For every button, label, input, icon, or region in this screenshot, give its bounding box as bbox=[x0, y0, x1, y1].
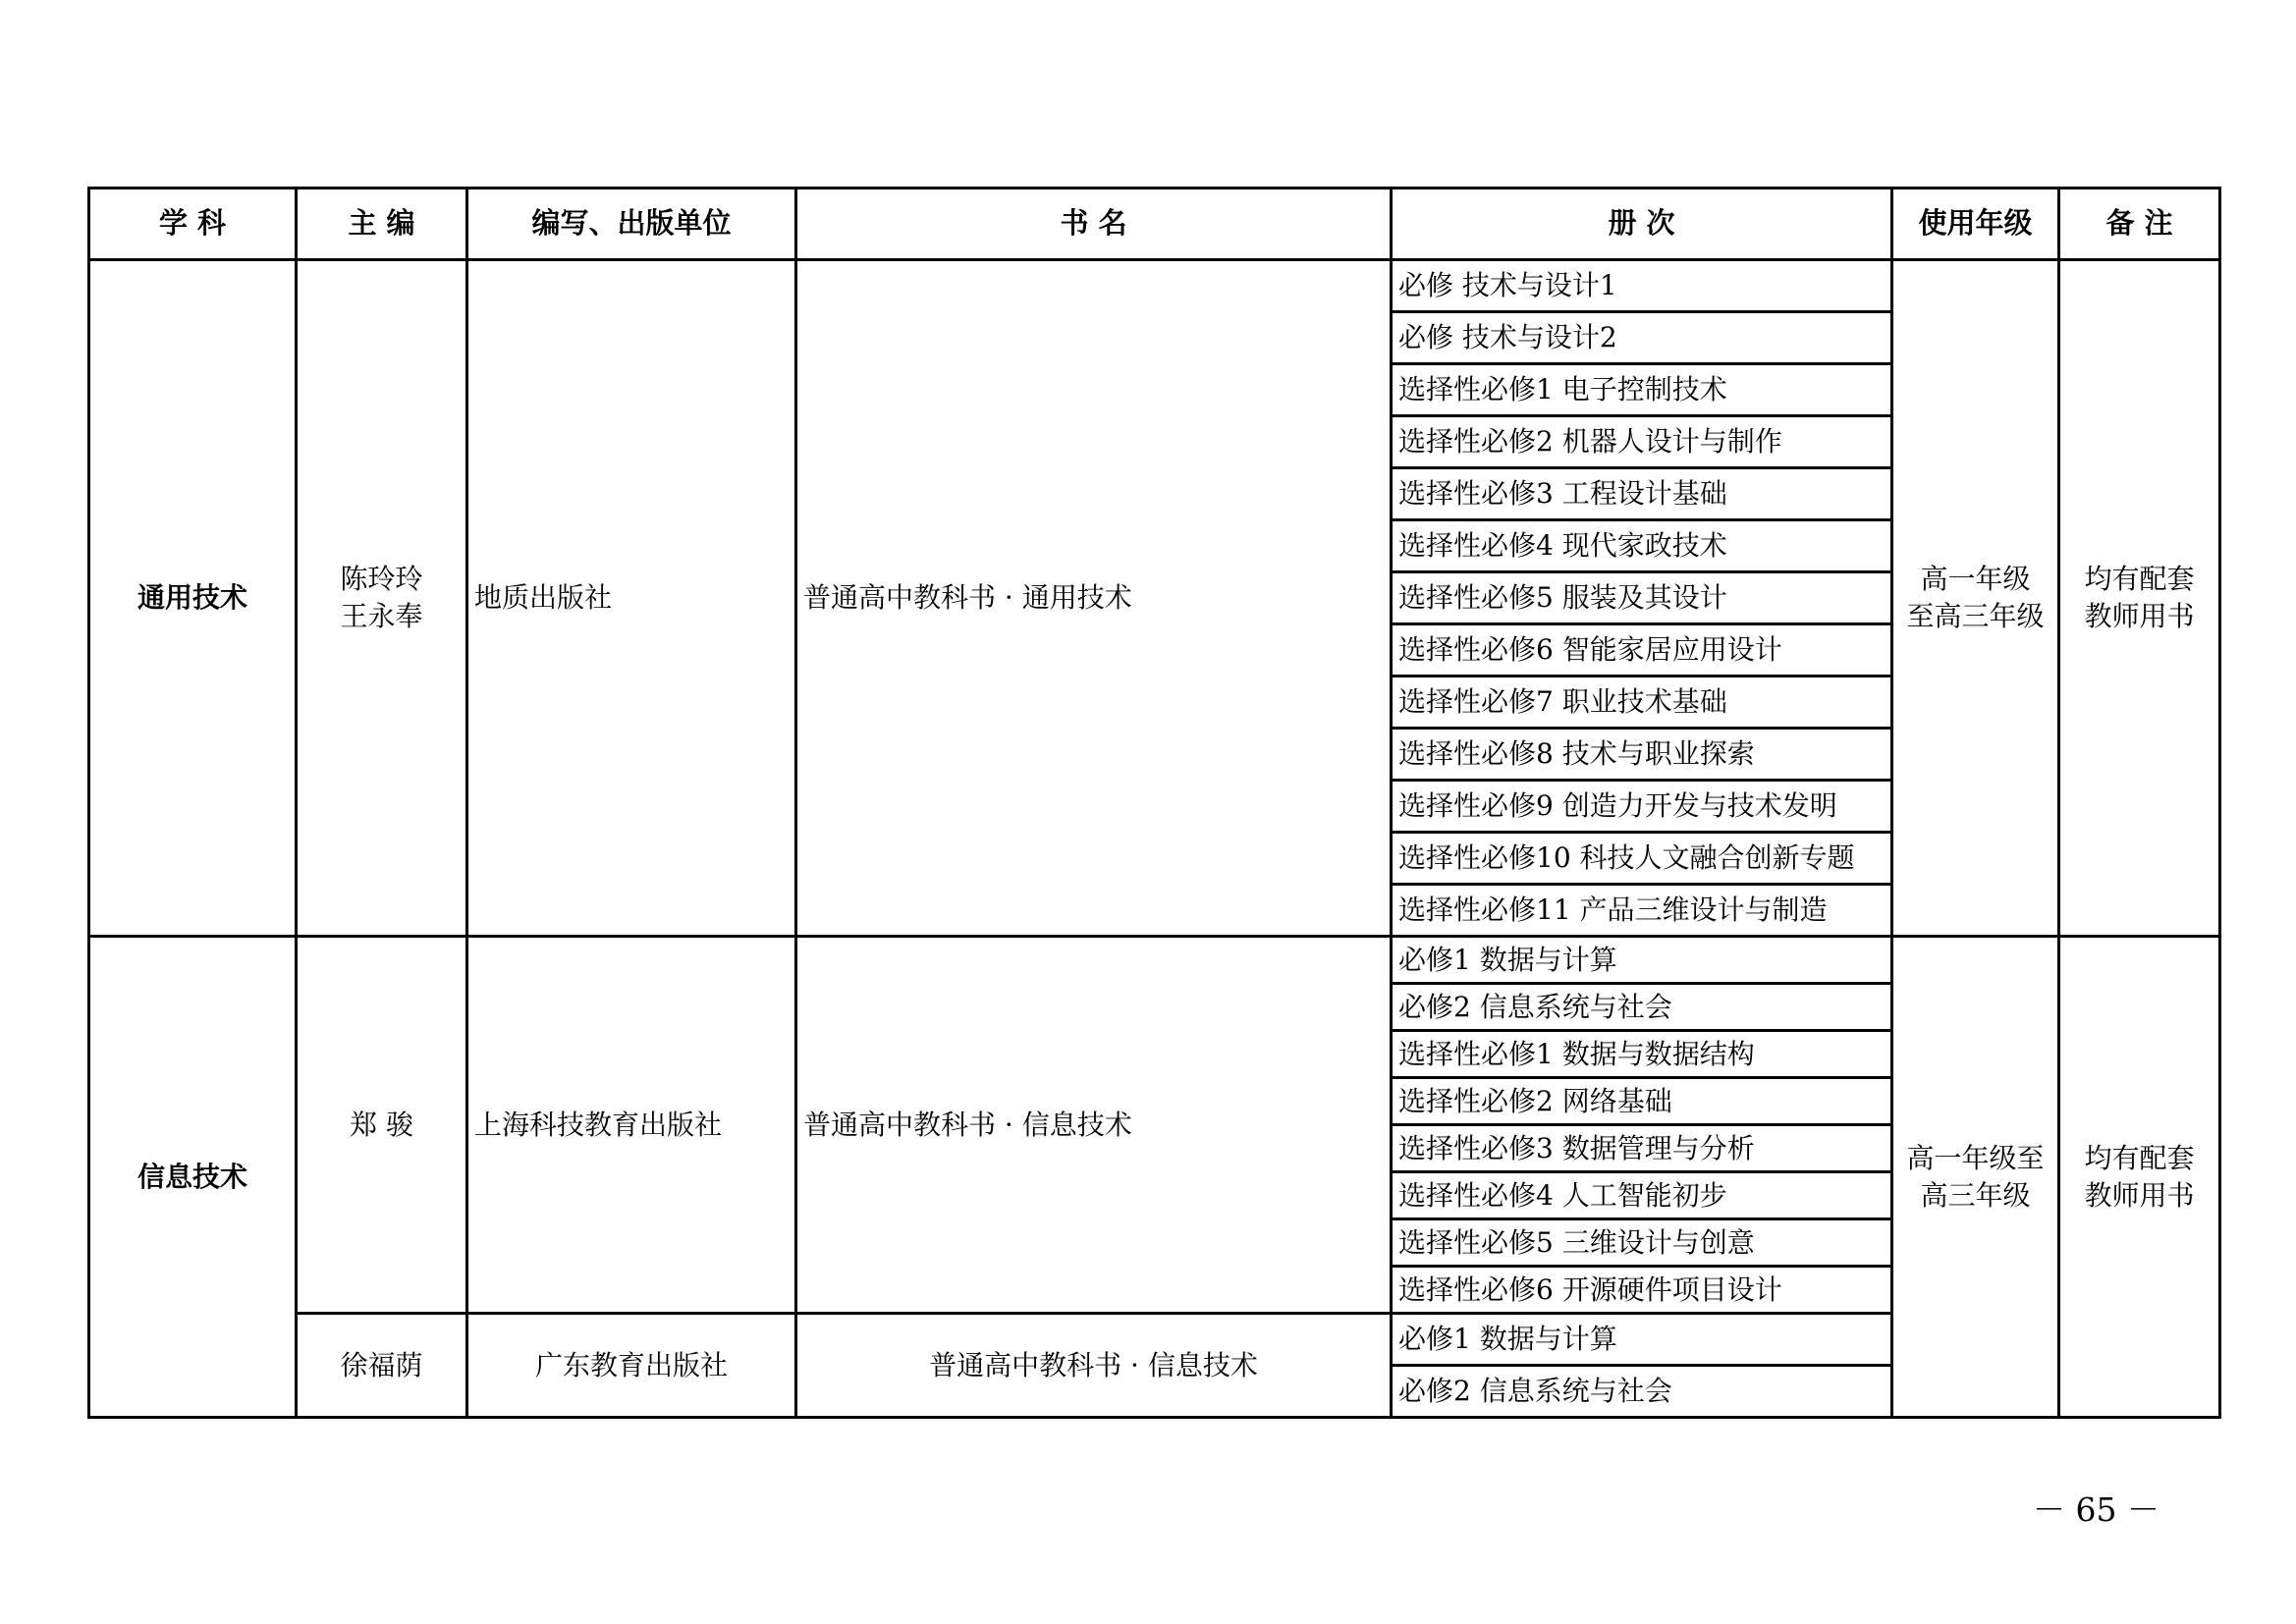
volume-cell: 必修1 数据与计算 bbox=[1392, 937, 1892, 984]
volume-cell: 选择性必修8 技术与职业探索 bbox=[1392, 729, 1892, 781]
volume-cell: 选择性必修6 智能家居应用设计 bbox=[1392, 624, 1892, 677]
volume-cell: 必修1 数据与计算 bbox=[1392, 1314, 1892, 1366]
table-row bbox=[89, 937, 2220, 984]
grade-line: 高一年级至 bbox=[1906, 1141, 2045, 1174]
header-grade: 使用年级 bbox=[1892, 189, 2059, 260]
header-volume: 册 次 bbox=[1392, 189, 1892, 260]
grade-cell bbox=[1892, 937, 2059, 1418]
remarks-line: 教师用书 bbox=[2084, 1178, 2195, 1212]
header-book-title: 书 名 bbox=[796, 189, 1392, 260]
volume-cell: 选择性必修6 开源硬件项目设计 bbox=[1392, 1267, 1892, 1314]
editor-cell: 徐福荫 bbox=[297, 1314, 467, 1418]
subject-cell: 信息技术 bbox=[89, 937, 297, 1418]
grade-line: 高三年级 bbox=[1920, 1178, 2031, 1212]
editor-cell: 郑 骏 bbox=[297, 937, 467, 1314]
header-remarks: 备 注 bbox=[2059, 189, 2220, 260]
publisher-cell: 上海科技教育出版社 bbox=[467, 937, 796, 1314]
volume-cell: 选择性必修4 现代家政技术 bbox=[1392, 520, 1892, 572]
book-title-cell: 普通高中教科书 · 信息技术 bbox=[796, 937, 1392, 1314]
volume-cell: 选择性必修9 创造力开发与技术发明 bbox=[1392, 781, 1892, 833]
volume-cell: 选择性必修11 产品三维设计与制造 bbox=[1392, 885, 1892, 937]
remarks-cell bbox=[2059, 937, 2220, 1418]
volume-cell: 选择性必修2 机器人设计与制作 bbox=[1392, 416, 1892, 468]
volume-cell: 选择性必修1 电子控制技术 bbox=[1392, 364, 1892, 416]
volume-cell: 选择性必修3 工程设计基础 bbox=[1392, 468, 1892, 520]
volume-cell: 必修2 信息系统与社会 bbox=[1392, 984, 1892, 1031]
volume-cell: 必修2 信息系统与社会 bbox=[1392, 1366, 1892, 1418]
volume-cell: 必修 技术与设计1 bbox=[1392, 260, 1892, 312]
header-row bbox=[89, 189, 2220, 260]
volume-cell: 选择性必修5 三维设计与创意 bbox=[1392, 1219, 1892, 1267]
page-number: － 65 － bbox=[2033, 1490, 2159, 1529]
header-subject: 学 科 bbox=[89, 189, 297, 260]
grade-line: 高一年级 bbox=[1920, 563, 2031, 596]
table-row bbox=[89, 260, 2220, 312]
subject-cell: 通用技术 bbox=[89, 260, 297, 937]
volume-cell: 必修 技术与设计2 bbox=[1392, 312, 1892, 364]
publisher-cell: 广东教育出版社 bbox=[467, 1314, 796, 1418]
remarks-line: 教师用书 bbox=[2084, 600, 2195, 632]
volume-cell: 选择性必修3 数据管理与分析 bbox=[1392, 1125, 1892, 1172]
header-editor: 主 编 bbox=[297, 189, 467, 260]
header-publisher: 编写、出版单位 bbox=[467, 189, 796, 260]
grade-cell bbox=[1892, 260, 2059, 937]
remarks-cell bbox=[2059, 260, 2220, 937]
book-title-cell: 普通高中教科书 · 信息技术 bbox=[796, 1314, 1392, 1418]
volume-cell: 选择性必修1 数据与数据结构 bbox=[1392, 1031, 1892, 1078]
publisher-cell: 地质出版社 bbox=[467, 260, 796, 937]
editor-name: 陈玲玲 bbox=[340, 563, 423, 596]
book-title-cell: 普通高中教科书 · 通用技术 bbox=[796, 260, 1392, 937]
editor-cell bbox=[297, 260, 467, 937]
volume-cell: 选择性必修4 人工智能初步 bbox=[1392, 1172, 1892, 1219]
textbook-catalog-table bbox=[87, 187, 2221, 1419]
editor-name: 王永奉 bbox=[340, 600, 423, 632]
remarks-line: 均有配套 bbox=[2084, 1141, 2195, 1174]
volume-cell: 选择性必修10 科技人文融合创新专题 bbox=[1392, 833, 1892, 885]
volume-cell: 选择性必修5 服装及其设计 bbox=[1392, 572, 1892, 624]
volume-cell: 选择性必修2 网络基础 bbox=[1392, 1078, 1892, 1125]
grade-line: 至高三年级 bbox=[1906, 600, 2045, 632]
volume-cell: 选择性必修7 职业技术基础 bbox=[1392, 677, 1892, 729]
remarks-line: 均有配套 bbox=[2084, 563, 2195, 596]
